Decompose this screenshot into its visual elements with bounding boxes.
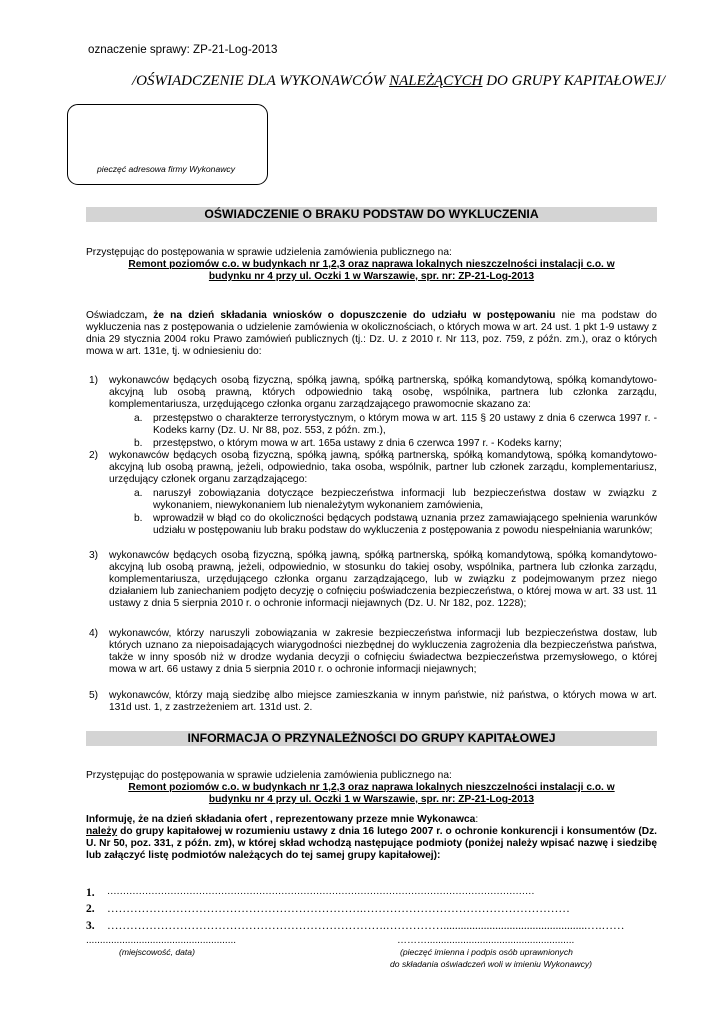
section2-subject-line1: Remont poziomów c.o. w budynkach nr 1,2,3 oraz naprawa lokalnych nieszczelności instalacji c.o. w	[128, 782, 615, 793]
sub-list-item	[134, 488, 657, 512]
list-item	[89, 690, 657, 714]
signature-label-1: (pieczęć imienna i podpis osób uprawnionych	[400, 947, 573, 957]
place-date-field[interactable]: ......................................................	[86, 935, 237, 946]
list-item-text: wykonawców będących osobą fizyczną, spółką jawną, spółką partnerską, spółką komandytową, spółką komandytowo-akcyjną lub osobą prawną, których odpowiednio taką osobę, wspólnika, partnera lub członka zarządu, komplementariusza, urzędującego członka organu zarządzającego prawomocnie skazano za:	[109, 375, 657, 411]
entry-number: 2.	[86, 903, 95, 915]
entry-number: 1.	[86, 887, 95, 899]
list-item-number: 2)	[89, 450, 99, 461]
declaration-lead: Oświadczam	[86, 310, 145, 321]
inform-colon: :	[475, 814, 479, 825]
sub-item-letter: b.	[134, 438, 143, 449]
entry-field-1[interactable]: ………………………………………………………………………………………………………………………	[107, 887, 535, 897]
sub-item-letter: a.	[134, 413, 143, 424]
sub-item-text: przestępstwo, o którym mowa w art. 165a ustawy z dnia 6 czerwca 1997 r. - Kodeks karny;	[153, 438, 562, 449]
inform-text: Informuję, że na dzień składania ofert , reprezentowany przeze mnie Wykonawca	[86, 814, 476, 825]
sub-list-item	[134, 513, 657, 537]
list-item-number: 5)	[89, 690, 99, 701]
list-item-number: 4)	[89, 628, 99, 639]
section1-heading: OŚWIADCZENIE O BRAKU PODSTAW DO WYKLUCZENIA	[86, 207, 657, 222]
place-date-label: (miejscowość, data)	[119, 947, 195, 957]
belongs-text: do grupy kapitałowej w rozumieniu ustawy z dnia 16 lutego 2007 r. o ochronie konkurencji i konsumentów (Dz. U. Nr 50, poz. 331, z późn. zm), w której skład wchodzą następujące podmioty (poniżej należy wpisać nazwę i siedzibę lub załączyć listę podmiotów należących do tej samej grupy kapitałowej):	[86, 826, 657, 862]
list-item-text: wykonawców będących osobą fizyczną, spółką jawną, spółką partnerską, spółką komandytową, spółką komandytowo-akcyjną lub osobą prawną, jeżeli, odpowiednio, taka osoba, wspólnik, partner lub członek zarządu, komplementariusz, urzędujący członek organu zarządzającego:	[109, 450, 657, 486]
list-item-text: wykonawców, którzy naruszyli zobowiązania w zakresie bezpieczeństwa informacji lub bezpieczeństwa dostaw, lub których uznano za niepoisadających wiarygodności niezbędnej do wykluczenia zagrożenia dla bezpieczeństwa państwa, także w inny sposób niż w drodze wydania decyzji o cofnięciu świadectwa bezpieczeństwa przemysłowego, o której mowa w art. 66 ustawy z dnia 5 sierpnia 2010 r. o ochronie informacji niejawnych;	[109, 628, 657, 676]
list-item-text: wykonawców będących osobą fizyczną, spółką jawną, spółką partnerską, spółką komandytową, spółką komandytowo-akcyjną lub osobą prawną, jeżeli, odpowiednio, w stosunku do takiej osoby, wspólnika, partnera lub członka zarządu, komplementariusza, urzędującego członka organu zarządzającego, lub w związku z podejmowanym przez niego działaniem lub zaniechaniem podjęto decyzję o cofnięciu poświadczenia bezpieczeństwa, o której mowa w art. 33 ust. 11 ustawy z dnia 5 sierpnia 2010 r. o ochronie informacji niejawnych (Dz. U. Nr 182, poz. 1228);	[109, 550, 657, 610]
section2-intro: Przystępując do postępowania w sprawie udzielenia zamówienia publicznego na:	[86, 770, 452, 781]
entry-number: 3.	[86, 920, 95, 932]
declaration-body: nie ma podstaw do wykluczenia nas z postępowania o udzielenie zamówienia w okolicznościach, o których mowa w art. 24 ust. 1 pkt 1-9 ustawy z dnia 29 stycznia 2004 roku Prawo zamówień publicznych (tj.: Dz. U. z 2010 r. Nr 113, poz. 759, z późn. zm.), oraz o których mowa w art. 131e, tj. w odniesieniu do:	[86, 310, 657, 358]
company-stamp-caption: pieczęć adresowa firmy Wykonawcy	[97, 164, 236, 174]
sub-list-item	[134, 438, 657, 450]
document-title	[132, 73, 665, 90]
case-reference: oznaczenie sprawy: ZP-21-Log-2013	[88, 43, 278, 56]
entry-field-3[interactable]: ……………………………………………………………….……………..................................................….……	[107, 920, 625, 932]
inform-line	[86, 814, 478, 826]
sub-item-text: naruszył zobowiązania dotyczące bezpieczeństwa informacji lub bezpieczeństwa dostaw w związku z wykonaniem, niewykonaniem lub nienależytym wykonaniem zamówienia,	[153, 488, 657, 512]
list-item	[89, 550, 657, 610]
sub-item-text: wprowadził w błąd co do okoliczności będących podstawą uznania przez zamawiającego spełnienia warunków udziału w postępowaniu lub braku podstaw do wykluczenia z postępowania z powodu niespełniania warunków;	[153, 513, 657, 537]
list-item-text: wykonawców, którzy mają siedzibę albo miejsce zamieszkania w innym państwie, niż państwa, o których mowa w art. 131d ust. 1, z zastrzeżeniem art. 131d ust. 2.	[109, 690, 657, 714]
sub-list-item	[134, 413, 657, 437]
section1-intro: Przystępując do postępowania w sprawie udzielenia zamówienia publicznego na:	[86, 247, 452, 258]
entry-field-2[interactable]: ………………………………………………………….………………………………………………	[107, 903, 570, 915]
document-title-pre: /OŚWIADCZENIE DLA WYKONAWCÓW	[132, 73, 390, 89]
sub-item-letter: b.	[134, 513, 143, 524]
section1-subject-line1: Remont poziomów c.o. w budynkach nr 1,2,3 oraz naprawa lokalnych nieszczelności instalacji c.o. w	[128, 259, 615, 270]
section1-declaration	[86, 310, 657, 358]
list-item-number: 3)	[89, 550, 99, 561]
section1-subject-line2: budynku nr 4 przy ul. Oczki 1 w Warszawie, spr. nr: ZP-21-Log-2013	[208, 271, 535, 282]
list-item	[89, 628, 657, 676]
group-membership-statement	[86, 826, 657, 862]
document-title-underlined: NALEŻĄCYCH	[389, 73, 483, 89]
section2-subject-line2: budynku nr 4 przy ul. Oczki 1 w Warszawie, spr. nr: ZP-21-Log-2013	[208, 794, 535, 805]
sub-item-letter: a.	[134, 488, 143, 499]
list-item-number: 1)	[89, 375, 99, 386]
signature-field[interactable]: ……….....................................................	[397, 935, 575, 946]
sub-item-text: przestępstwo o charakterze terrorystycznym, o którym mowa w art. 115 § 20 ustawy z dnia 6 czerwca 1997 r. - Kodeks karny (Dz. U. Nr 88, poz. 553, z późn. zm.),	[153, 413, 657, 437]
document-title-post: DO GRUPY KAPITAŁOWEJ/	[482, 73, 666, 89]
signature-label-2: do składania oświadczeń woli w imieniu Wykonawcy)	[390, 959, 593, 969]
list-item	[89, 375, 657, 411]
declaration-bold: , że na dzień składania wniosków o dopuszczenie do udziału w postępowaniu	[144, 310, 556, 321]
belongs-word: należy	[86, 826, 118, 837]
list-item	[89, 450, 657, 486]
section2-heading: INFORMACJA O PRZYNALEŻNOŚCI DO GRUPY KAPITAŁOWEJ	[86, 731, 657, 746]
